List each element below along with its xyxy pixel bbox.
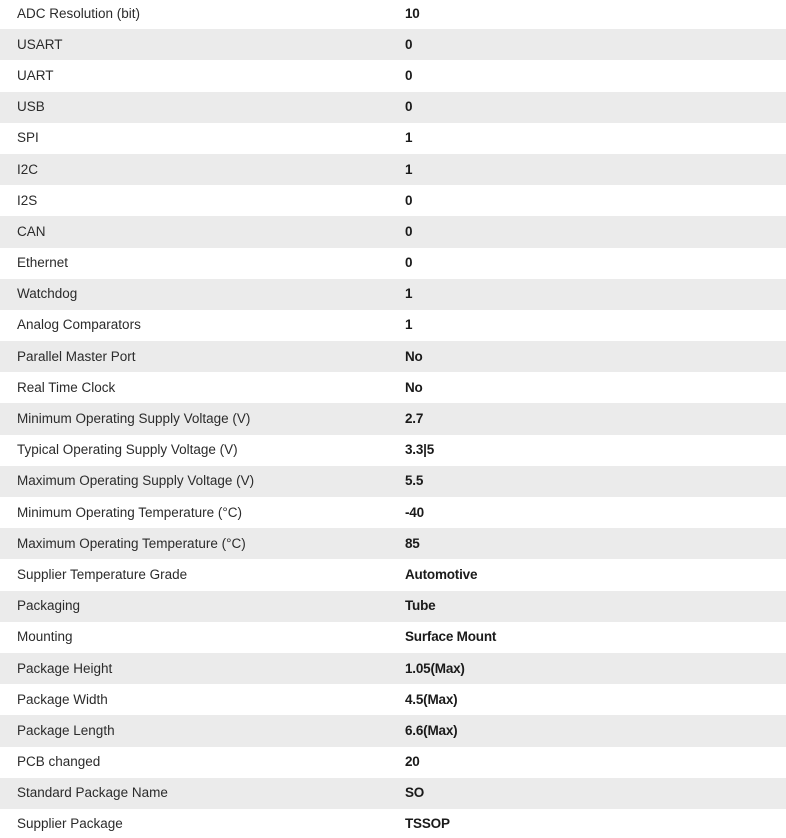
spec-value: Tube [405,591,786,622]
spec-value: 1 [405,123,786,154]
spec-row [0,123,786,154]
spec-label: Maximum Operating Supply Voltage (V) [0,466,405,497]
spec-value: SO [405,778,786,809]
spec-label: I2C [0,154,405,185]
spec-value: 1.05(Max) [405,653,786,684]
spec-row [0,715,786,746]
spec-row [0,559,786,590]
spec-label: USB [0,92,405,123]
spec-label: Minimum Operating Temperature (°C) [0,497,405,528]
spec-value: 20 [405,747,786,778]
spec-row [0,528,786,559]
spec-label: Minimum Operating Supply Voltage (V) [0,403,405,434]
spec-value: 85 [405,528,786,559]
spec-row [0,92,786,123]
spec-value: -40 [405,497,786,528]
spec-value: 0 [405,216,786,247]
spec-row [0,341,786,372]
spec-row [0,435,786,466]
spec-label: I2S [0,185,405,216]
spec-label: Analog Comparators [0,310,405,341]
spec-row [0,747,786,778]
spec-value: 0 [405,60,786,91]
spec-label: ADC Resolution (bit) [0,0,405,29]
spec-row [0,60,786,91]
spec-row [0,809,786,838]
spec-value: 0 [405,185,786,216]
spec-row [0,216,786,247]
spec-row [0,185,786,216]
spec-row [0,310,786,341]
spec-row [0,154,786,185]
spec-label: Typical Operating Supply Voltage (V) [0,435,405,466]
spec-label: Watchdog [0,279,405,310]
spec-label: SPI [0,123,405,154]
spec-label: PCB changed [0,747,405,778]
spec-label: Packaging [0,591,405,622]
spec-label: UART [0,60,405,91]
spec-label: Supplier Temperature Grade [0,559,405,590]
spec-label: USART [0,29,405,60]
spec-row [0,403,786,434]
spec-value: 0 [405,92,786,123]
spec-value: 0 [405,248,786,279]
spec-label: Package Height [0,653,405,684]
spec-value: 10 [405,0,786,29]
spec-label: Maximum Operating Temperature (°C) [0,528,405,559]
spec-row [0,778,786,809]
spec-value: 0 [405,29,786,60]
spec-label: Package Length [0,715,405,746]
spec-value: 3.3|5 [405,435,786,466]
spec-row [0,279,786,310]
spec-value: TSSOP [405,809,786,838]
spec-row [0,29,786,60]
spec-label: Parallel Master Port [0,341,405,372]
spec-value: 4.5(Max) [405,684,786,715]
spec-label: Supplier Package [0,809,405,838]
spec-row [0,0,786,29]
spec-value: 1 [405,154,786,185]
spec-value: 5.5 [405,466,786,497]
spec-row [0,248,786,279]
spec-row [0,622,786,653]
spec-value: 2.7 [405,403,786,434]
spec-label: Real Time Clock [0,372,405,403]
spec-label: Ethernet [0,248,405,279]
spec-label: Package Width [0,684,405,715]
spec-value: 6.6(Max) [405,715,786,746]
spec-row [0,684,786,715]
spec-label: CAN [0,216,405,247]
spec-label: Standard Package Name [0,778,405,809]
spec-row [0,372,786,403]
spec-row [0,466,786,497]
spec-row [0,497,786,528]
spec-value: 1 [405,310,786,341]
spec-value: 1 [405,279,786,310]
spec-label: Mounting [0,622,405,653]
spec-value: No [405,372,786,403]
spec-value: No [405,341,786,372]
spec-value: Automotive [405,559,786,590]
spec-row [0,591,786,622]
spec-row [0,653,786,684]
spec-value: Surface Mount [405,622,786,653]
